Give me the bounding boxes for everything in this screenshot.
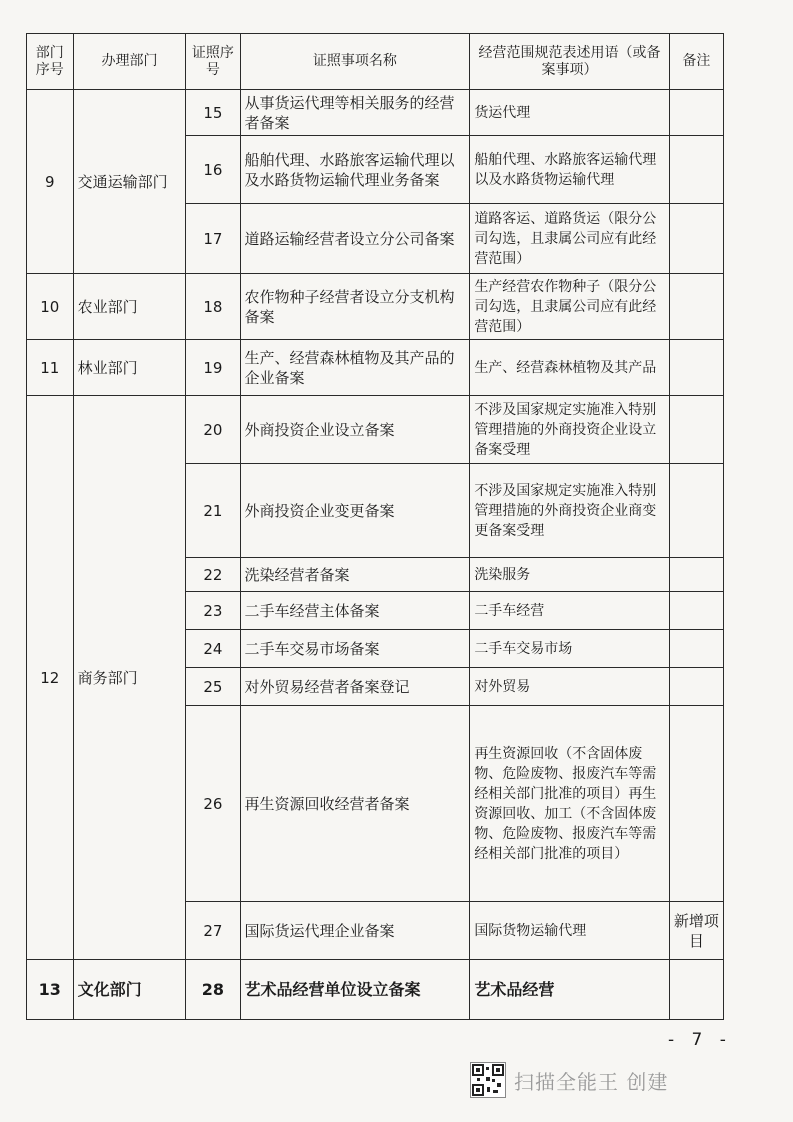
cert-number: 25: [186, 668, 240, 706]
note-cell: [669, 668, 723, 706]
header-dept: 办理部门: [73, 34, 186, 90]
cert-number: 27: [186, 902, 240, 960]
header-dept-no: 部门序号: [27, 34, 74, 90]
table-row: [27, 340, 724, 396]
table-row: [27, 274, 724, 340]
cert-number: 16: [186, 136, 240, 204]
item-name: 艺术品经营单位设立备案: [240, 960, 470, 1020]
cert-number: 26: [186, 706, 240, 902]
header-note: 备注: [669, 34, 723, 90]
dept-name: 农业部门: [73, 274, 186, 340]
item-name: 外商投资企业设立备案: [240, 396, 470, 464]
registration-items-table: [26, 33, 724, 1020]
item-name: 二手车交易市场备案: [240, 630, 470, 668]
note-cell: [669, 960, 723, 1020]
table-row: [27, 90, 724, 136]
scope-text: 生产经营农作物种子（限分公司勾选，且隶属公司应有此经营范围）: [470, 274, 669, 340]
cert-number: 17: [186, 204, 240, 274]
item-name: 再生资源回收经营者备案: [240, 706, 470, 902]
note-cell: [669, 204, 723, 274]
table-row: [27, 960, 724, 1020]
table-row: [27, 396, 724, 464]
dept-name: 林业部门: [73, 340, 186, 396]
cert-number: 23: [186, 592, 240, 630]
item-name: 船舶代理、水路旅客运输代理以及水路货物运输代理业务备案: [240, 136, 470, 204]
header-item-name: 证照事项名称: [240, 34, 470, 90]
note-cell-new-item: 新增项目: [669, 902, 723, 960]
header-row: [27, 34, 724, 90]
note-cell: [669, 592, 723, 630]
scope-text: 船舶代理、水路旅客运输代理以及水路货物运输代理: [470, 136, 669, 204]
dept-name: 商务部门: [73, 396, 186, 960]
item-name: 从事货运代理等相关服务的经营者备案: [240, 90, 470, 136]
scope-text: 二手车经营: [470, 592, 669, 630]
qr-code-icon: [470, 1062, 506, 1098]
scope-text: 货运代理: [470, 90, 669, 136]
scope-text: 不涉及国家规定实施准入特别管理措施的外商投资企业商变更备案受理: [470, 464, 669, 558]
note-cell: [669, 464, 723, 558]
scope-text: 二手车交易市场: [470, 630, 669, 668]
dept-number: 11: [27, 340, 74, 396]
cert-number: 19: [186, 340, 240, 396]
note-cell: [669, 90, 723, 136]
scope-text: 对外贸易: [470, 668, 669, 706]
note-cell: [669, 340, 723, 396]
header-scope: 经营范围规范表述用语（或备案事项）: [470, 34, 669, 90]
dept-number: 9: [27, 90, 74, 274]
cert-number: 22: [186, 558, 240, 592]
scope-text: 国际货物运输代理: [470, 902, 669, 960]
note-cell: [669, 396, 723, 464]
scope-text: 生产、经营森林植物及其产品: [470, 340, 669, 396]
dept-name: 交通运输部门: [73, 90, 186, 274]
cert-number: 24: [186, 630, 240, 668]
scanner-label: 扫描全能王 创建: [514, 1069, 669, 1094]
note-cell: [669, 558, 723, 592]
item-name: 道路运输经营者设立分公司备案: [240, 204, 470, 274]
cert-number: 15: [186, 90, 240, 136]
note-cell: [669, 274, 723, 340]
item-name: 农作物种子经营者设立分支机构备案: [240, 274, 470, 340]
scanner-watermark: [470, 1062, 668, 1098]
dept-number: 10: [27, 274, 74, 340]
header-cert-no: 证照序号: [186, 34, 240, 90]
item-name: 对外贸易经营者备案登记: [240, 668, 470, 706]
item-name: 国际货运代理企业备案: [240, 902, 470, 960]
item-name: 生产、经营森林植物及其产品的企业备案: [240, 340, 470, 396]
item-name: 洗染经营者备案: [240, 558, 470, 592]
cert-number: 20: [186, 396, 240, 464]
scope-text: 艺术品经营: [470, 960, 669, 1020]
dept-number: 13: [27, 960, 74, 1020]
dept-number: 12: [27, 396, 74, 960]
note-cell: [669, 706, 723, 902]
page-number: - 7 -: [668, 1030, 732, 1050]
note-cell: [669, 136, 723, 204]
item-name: 二手车经营主体备案: [240, 592, 470, 630]
scope-text: 道路客运、道路货运（限分公司勾选，且隶属公司应有此经营范围）: [470, 204, 669, 274]
scope-text: 不涉及国家规定实施准入特别管理措施的外商投资企业设立备案受理: [470, 396, 669, 464]
note-cell: [669, 630, 723, 668]
scope-text: 洗染服务: [470, 558, 669, 592]
cert-number: 28: [186, 960, 240, 1020]
cert-number: 18: [186, 274, 240, 340]
dept-name: 文化部门: [73, 960, 186, 1020]
cert-number: 21: [186, 464, 240, 558]
item-name: 外商投资企业变更备案: [240, 464, 470, 558]
scope-text: 再生资源回收（不含固体废物、危险废物、报废汽车等需经相关部门批准的项目）再生资源回收、加工（不含固体废物、危险废物、报废汽车等需经相关部门批准的项目）: [470, 706, 669, 902]
